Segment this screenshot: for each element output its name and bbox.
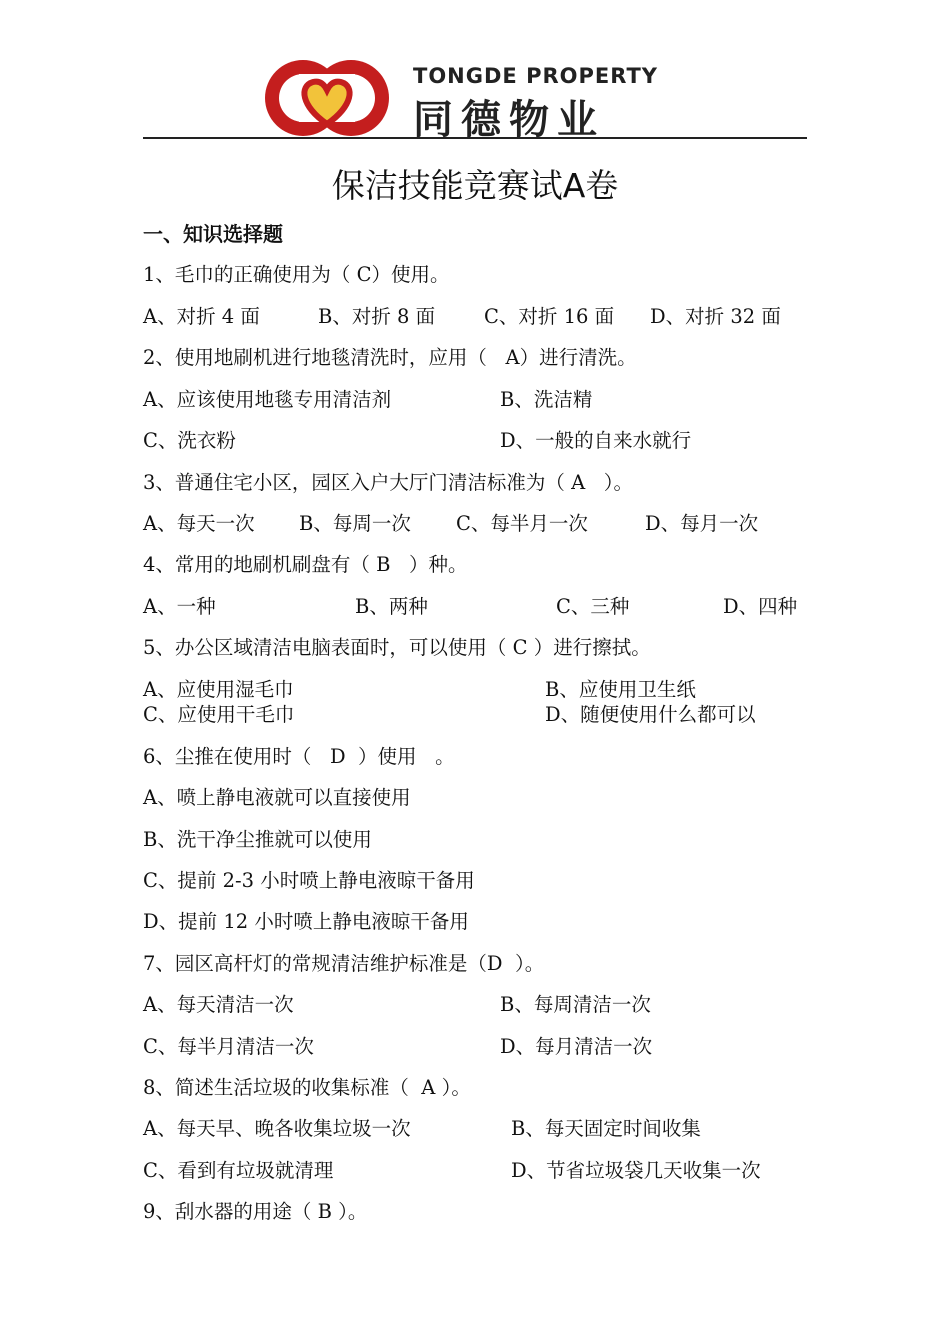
q1-option-d: D、对折 32 面 <box>650 305 781 328</box>
q3-option-d: D、每月一次 <box>645 512 759 535</box>
q7-option-b: B、每周清洁一次 <box>500 993 651 1016</box>
q4-option-c: C、三种 <box>556 595 630 618</box>
tongde-logo <box>261 54 393 140</box>
page-title: 保洁技能竞赛试A卷 <box>331 166 619 205</box>
q6-option-d: D、提前 12 小时喷上静电液晾干备用 <box>143 910 469 933</box>
question-1: 1、毛巾的正确使用为（ C）使用。 <box>143 263 450 286</box>
q6-option-b: B、洗干净尘推就可以使用 <box>143 828 372 851</box>
question-3: 3、普通住宅小区，园区入户大厅门清洁标准为（ A ）。 <box>143 471 634 494</box>
q5-option-a: A、应使用湿毛巾 <box>143 678 294 701</box>
q3-option-a: A、每天一次 <box>143 512 255 535</box>
brand-name-chinese: 同德物业 <box>413 97 605 143</box>
question-8: 8、简述生活垃圾的收集标准（ A ）。 <box>143 1076 471 1099</box>
q7-option-c: C、每半月清洁一次 <box>143 1035 314 1058</box>
q5-option-b: B、应使用卫生纸 <box>545 678 696 701</box>
q4-option-b: B、两种 <box>355 595 428 618</box>
q3-option-b: B、每周一次 <box>299 512 411 535</box>
q7-option-a: A、每天清洁一次 <box>143 993 294 1016</box>
q2-option-b: B、洗洁精 <box>500 388 593 411</box>
q1-option-b: B、对折 8 面 <box>318 305 436 328</box>
document-header <box>143 52 807 142</box>
q2-option-c: C、洗衣粉 <box>143 429 236 452</box>
q2-option-d: D、一般的自来水就行 <box>500 429 692 452</box>
q6-option-c: C、提前 2-3 小时喷上静电液晾干备用 <box>143 869 475 892</box>
q5-option-d: D、随便使用什么都可以 <box>545 703 756 726</box>
question-5: 5、办公区域清洁电脑表面时，可以使用（ C ）进行擦拭。 <box>143 636 651 659</box>
q6-option-a: A、喷上静电液就可以直接使用 <box>143 786 411 809</box>
brand-name-english: TONGDE PROPERTY <box>413 64 658 88</box>
q8-option-a: A、每天早、晚各收集垃圾一次 <box>143 1117 411 1140</box>
question-7: 7、园区高杆灯的常规清洁维护标准是（D ）。 <box>143 952 545 975</box>
q1-option-a: A、对折 4 面 <box>143 305 260 328</box>
q2-option-a: A、应该使用地毯专用清洁剂 <box>143 388 392 411</box>
question-4: 4、常用的地刷机刷盘有（ B ）种。 <box>143 553 468 576</box>
question-2: 2、使用地刷机进行地毯清洗时，应用（ A）进行清洗。 <box>143 346 637 369</box>
question-6: 6、尘推在使用时（ D ）使用 。 <box>143 745 455 768</box>
q1-option-c: C、对折 16 面 <box>484 305 615 328</box>
q8-option-c: C、看到有垃圾就清理 <box>143 1159 334 1182</box>
q7-option-d: D、每月清洁一次 <box>500 1035 653 1058</box>
q4-option-d: D、四种 <box>723 595 798 618</box>
question-9: 9、刮水器的用途（ B ）。 <box>143 1200 368 1223</box>
q8-option-d: D、节省垃圾袋几天收集一次 <box>511 1159 761 1182</box>
q5-option-c: C、应使用干毛巾 <box>143 703 295 726</box>
q8-option-b: B、每天固定时间收集 <box>511 1117 701 1140</box>
header-divider <box>143 137 807 139</box>
q3-option-c: C、每半月一次 <box>456 512 588 535</box>
q4-option-a: A、一种 <box>143 595 216 618</box>
section-heading: 一、知识选择题 <box>143 222 283 246</box>
